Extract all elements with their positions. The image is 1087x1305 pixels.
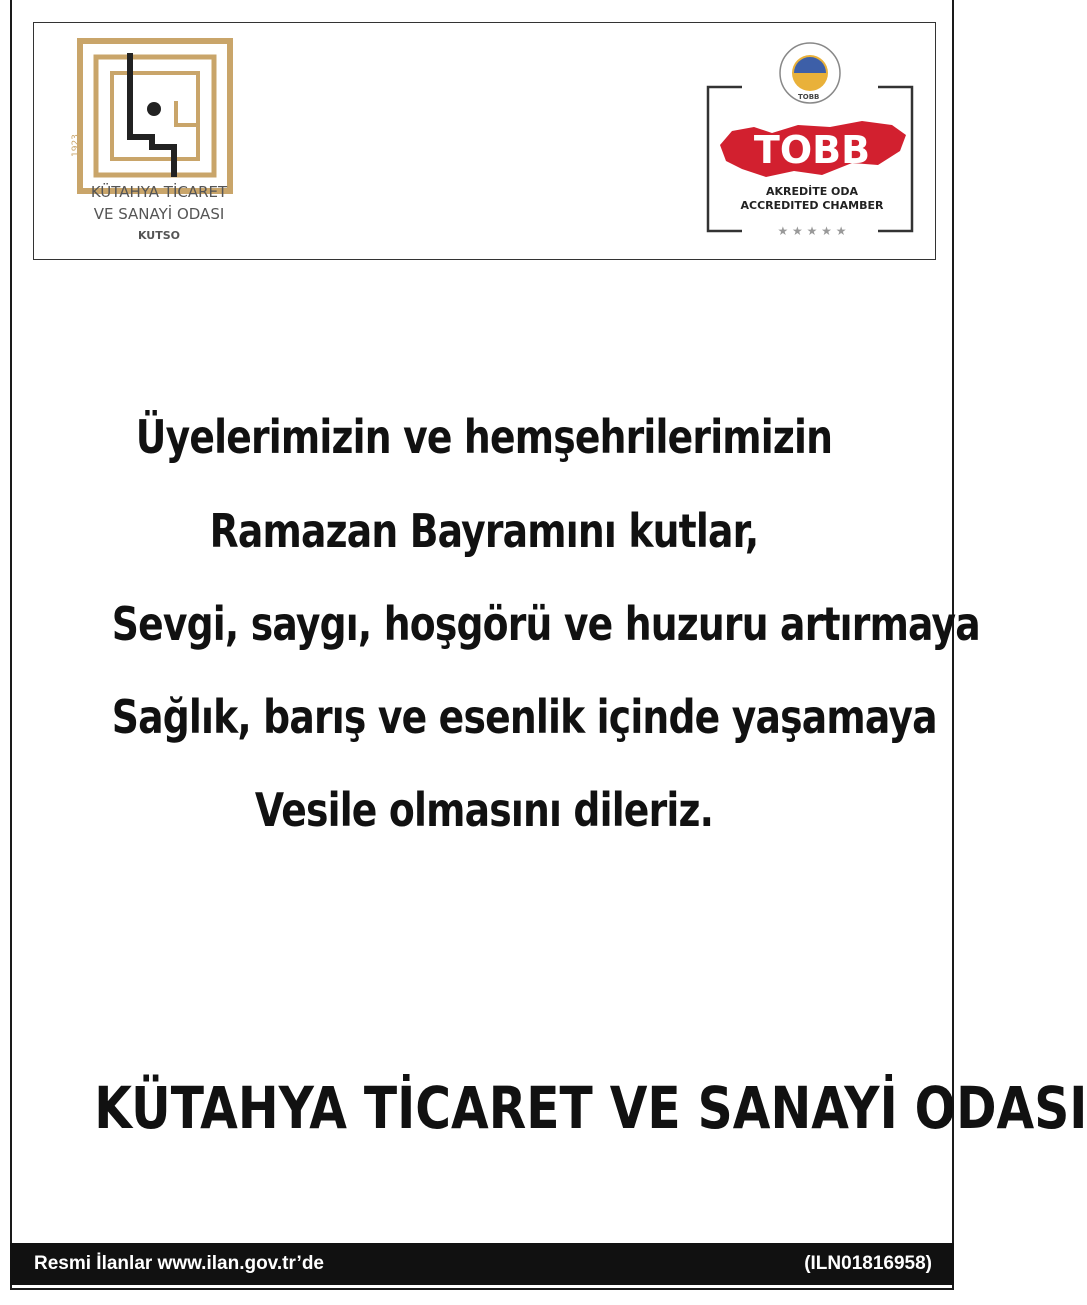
tobb-line2: ACCREDITED CHAMBER: [740, 199, 884, 212]
tobb-brand: TOBB: [753, 128, 871, 172]
tobb-logo: [702, 35, 922, 245]
message-line-1: Üyelerimizin ve hemşehrilerimizin: [135, 410, 833, 464]
message-line-2: Ramazan Bayramını kutlar,: [209, 504, 759, 558]
kutso-short: KUTSO: [137, 229, 181, 242]
footer-ad-id: (ILN01816958): [804, 1253, 932, 1274]
logo-header: [33, 22, 936, 260]
tobb-line1: AKREDİTE ODA: [765, 185, 859, 198]
footer-official-notice: Resmi İlanlar www.ilan.gov.tr’de: [34, 1253, 325, 1274]
kutso-name-line1: KÜTAHYA TİCARET: [90, 183, 228, 201]
organization-name: KÜTAHYA TİCARET VE SANAYİ ODASI: [94, 1074, 1087, 1142]
footer-bar: [10, 1243, 954, 1285]
message-line-5: Vesile olmasını dileriz.: [254, 783, 714, 837]
message-line-4: Sağlık, barış ve esenlik içinde yaşamaya: [111, 690, 937, 744]
kutso-logo: [71, 37, 244, 247]
message-line-3: Sevgi, saygı, hoşgörü ve huzuru artırmaya: [111, 597, 980, 651]
tobb-seal-icon: [702, 35, 922, 245]
tobb-stars: ★ ★ ★ ★ ★: [777, 224, 847, 238]
tobb-ring-small: TOBB: [798, 93, 820, 101]
kutso-year: 1923: [71, 134, 81, 157]
kutso-name-line2: VE SANAYİ ODASI: [93, 205, 225, 223]
